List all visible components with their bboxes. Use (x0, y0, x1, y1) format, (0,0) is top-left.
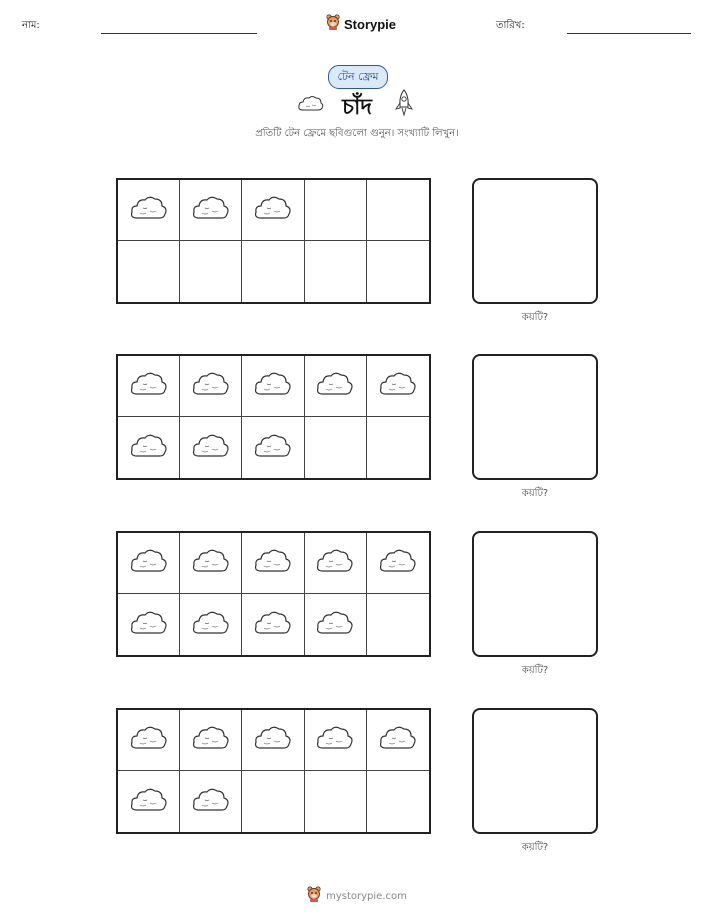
cloud-icon (191, 608, 231, 642)
bear-mascot-icon (307, 886, 321, 906)
frame-cell (180, 710, 242, 771)
cloud-icon (253, 193, 293, 227)
cloud-icon (191, 431, 231, 465)
cloud-icon (191, 546, 231, 580)
frame-cell (242, 180, 304, 241)
bear-mascot-icon (326, 14, 340, 34)
frame-cell (118, 771, 180, 832)
cloud-icon (378, 723, 418, 757)
answer-box-1[interactable] (472, 178, 598, 304)
ten-frame-3 (116, 531, 431, 657)
name-field[interactable] (101, 33, 257, 34)
cloud-icon (129, 369, 169, 403)
frame-cell (180, 180, 242, 241)
answer-box-4[interactable] (472, 708, 598, 834)
frame-cell (305, 241, 367, 302)
frame-cell (118, 356, 180, 417)
cloud-icon (315, 723, 355, 757)
cloud-icon (315, 608, 355, 642)
cloud-icon (253, 723, 293, 757)
frame-cell (305, 710, 367, 771)
footer-site: mystorypie.com (326, 890, 407, 902)
footer (0, 886, 714, 906)
cloud-icon (191, 785, 231, 819)
frame-cell (367, 356, 429, 417)
frame-cell (305, 180, 367, 241)
frame-cell (242, 356, 304, 417)
frame-cell (305, 594, 367, 655)
frame-cell (242, 241, 304, 302)
frame-cell (367, 771, 429, 832)
cloud-icon (378, 546, 418, 580)
answer-label-1: কয়টি? (521, 312, 549, 323)
cloud-icon (129, 546, 169, 580)
frame-cell (367, 710, 429, 771)
frame-cell (305, 533, 367, 594)
frame-cell (242, 417, 304, 478)
frame-cell (118, 710, 180, 771)
frame-cell (367, 594, 429, 655)
frame-cell (305, 417, 367, 478)
frame-cell (242, 594, 304, 655)
frame-cell (242, 771, 304, 832)
answer-label-4: কয়টি? (521, 842, 549, 853)
cloud-icon (129, 608, 169, 642)
cloud-icon (253, 608, 293, 642)
frame-cell (305, 771, 367, 832)
instructions: প্রতিটি টেন ফ্রেমে ছবিগুলো গুনুন। সংখ্যাটি লিখুন। (255, 128, 459, 139)
cloud-icon (253, 431, 293, 465)
answer-box-3[interactable] (472, 531, 598, 657)
frame-cell (118, 417, 180, 478)
frame-cell (180, 771, 242, 832)
frame-cell (367, 417, 429, 478)
cloud-icon (129, 193, 169, 227)
frame-cell (367, 180, 429, 241)
ten-frame-2 (116, 354, 431, 480)
answer-label-2: কয়টি? (521, 488, 549, 499)
brand-logo (326, 14, 396, 34)
ten-frame-4 (116, 708, 431, 834)
cloud-icon (129, 723, 169, 757)
name-label: নাম: (22, 20, 40, 31)
frame-cell (118, 180, 180, 241)
date-field[interactable] (567, 33, 691, 34)
frame-cell (180, 533, 242, 594)
ten-frame-1 (116, 178, 431, 304)
answer-box-2[interactable] (472, 354, 598, 480)
frame-cell (180, 417, 242, 478)
frame-cell (180, 356, 242, 417)
answer-label-3: কয়টি? (521, 665, 549, 676)
cloud-icon (315, 369, 355, 403)
frame-cell (242, 533, 304, 594)
cloud-icon (129, 431, 169, 465)
cloud-icon (191, 369, 231, 403)
cloud-icon (191, 193, 231, 227)
cloud-icon (191, 723, 231, 757)
cloud-icon (253, 546, 293, 580)
frame-cell (180, 594, 242, 655)
date-label: তারিখ: (496, 20, 525, 31)
frame-cell (367, 241, 429, 302)
cloud-icon (129, 785, 169, 819)
frame-cell (118, 533, 180, 594)
topic-badge: টেন ফ্রেম (328, 65, 388, 89)
worksheet-title: চাঁদ (342, 95, 372, 120)
frame-cell (118, 594, 180, 655)
frame-cell (367, 533, 429, 594)
frame-cell (242, 710, 304, 771)
frame-cell (118, 241, 180, 302)
frame-cell (305, 356, 367, 417)
rocket-icon (394, 89, 414, 123)
cloud-icon (378, 369, 418, 403)
cloud-icon (315, 546, 355, 580)
cloud-icon (253, 369, 293, 403)
brand-name: Storypie (344, 16, 397, 32)
frame-cell (180, 241, 242, 302)
